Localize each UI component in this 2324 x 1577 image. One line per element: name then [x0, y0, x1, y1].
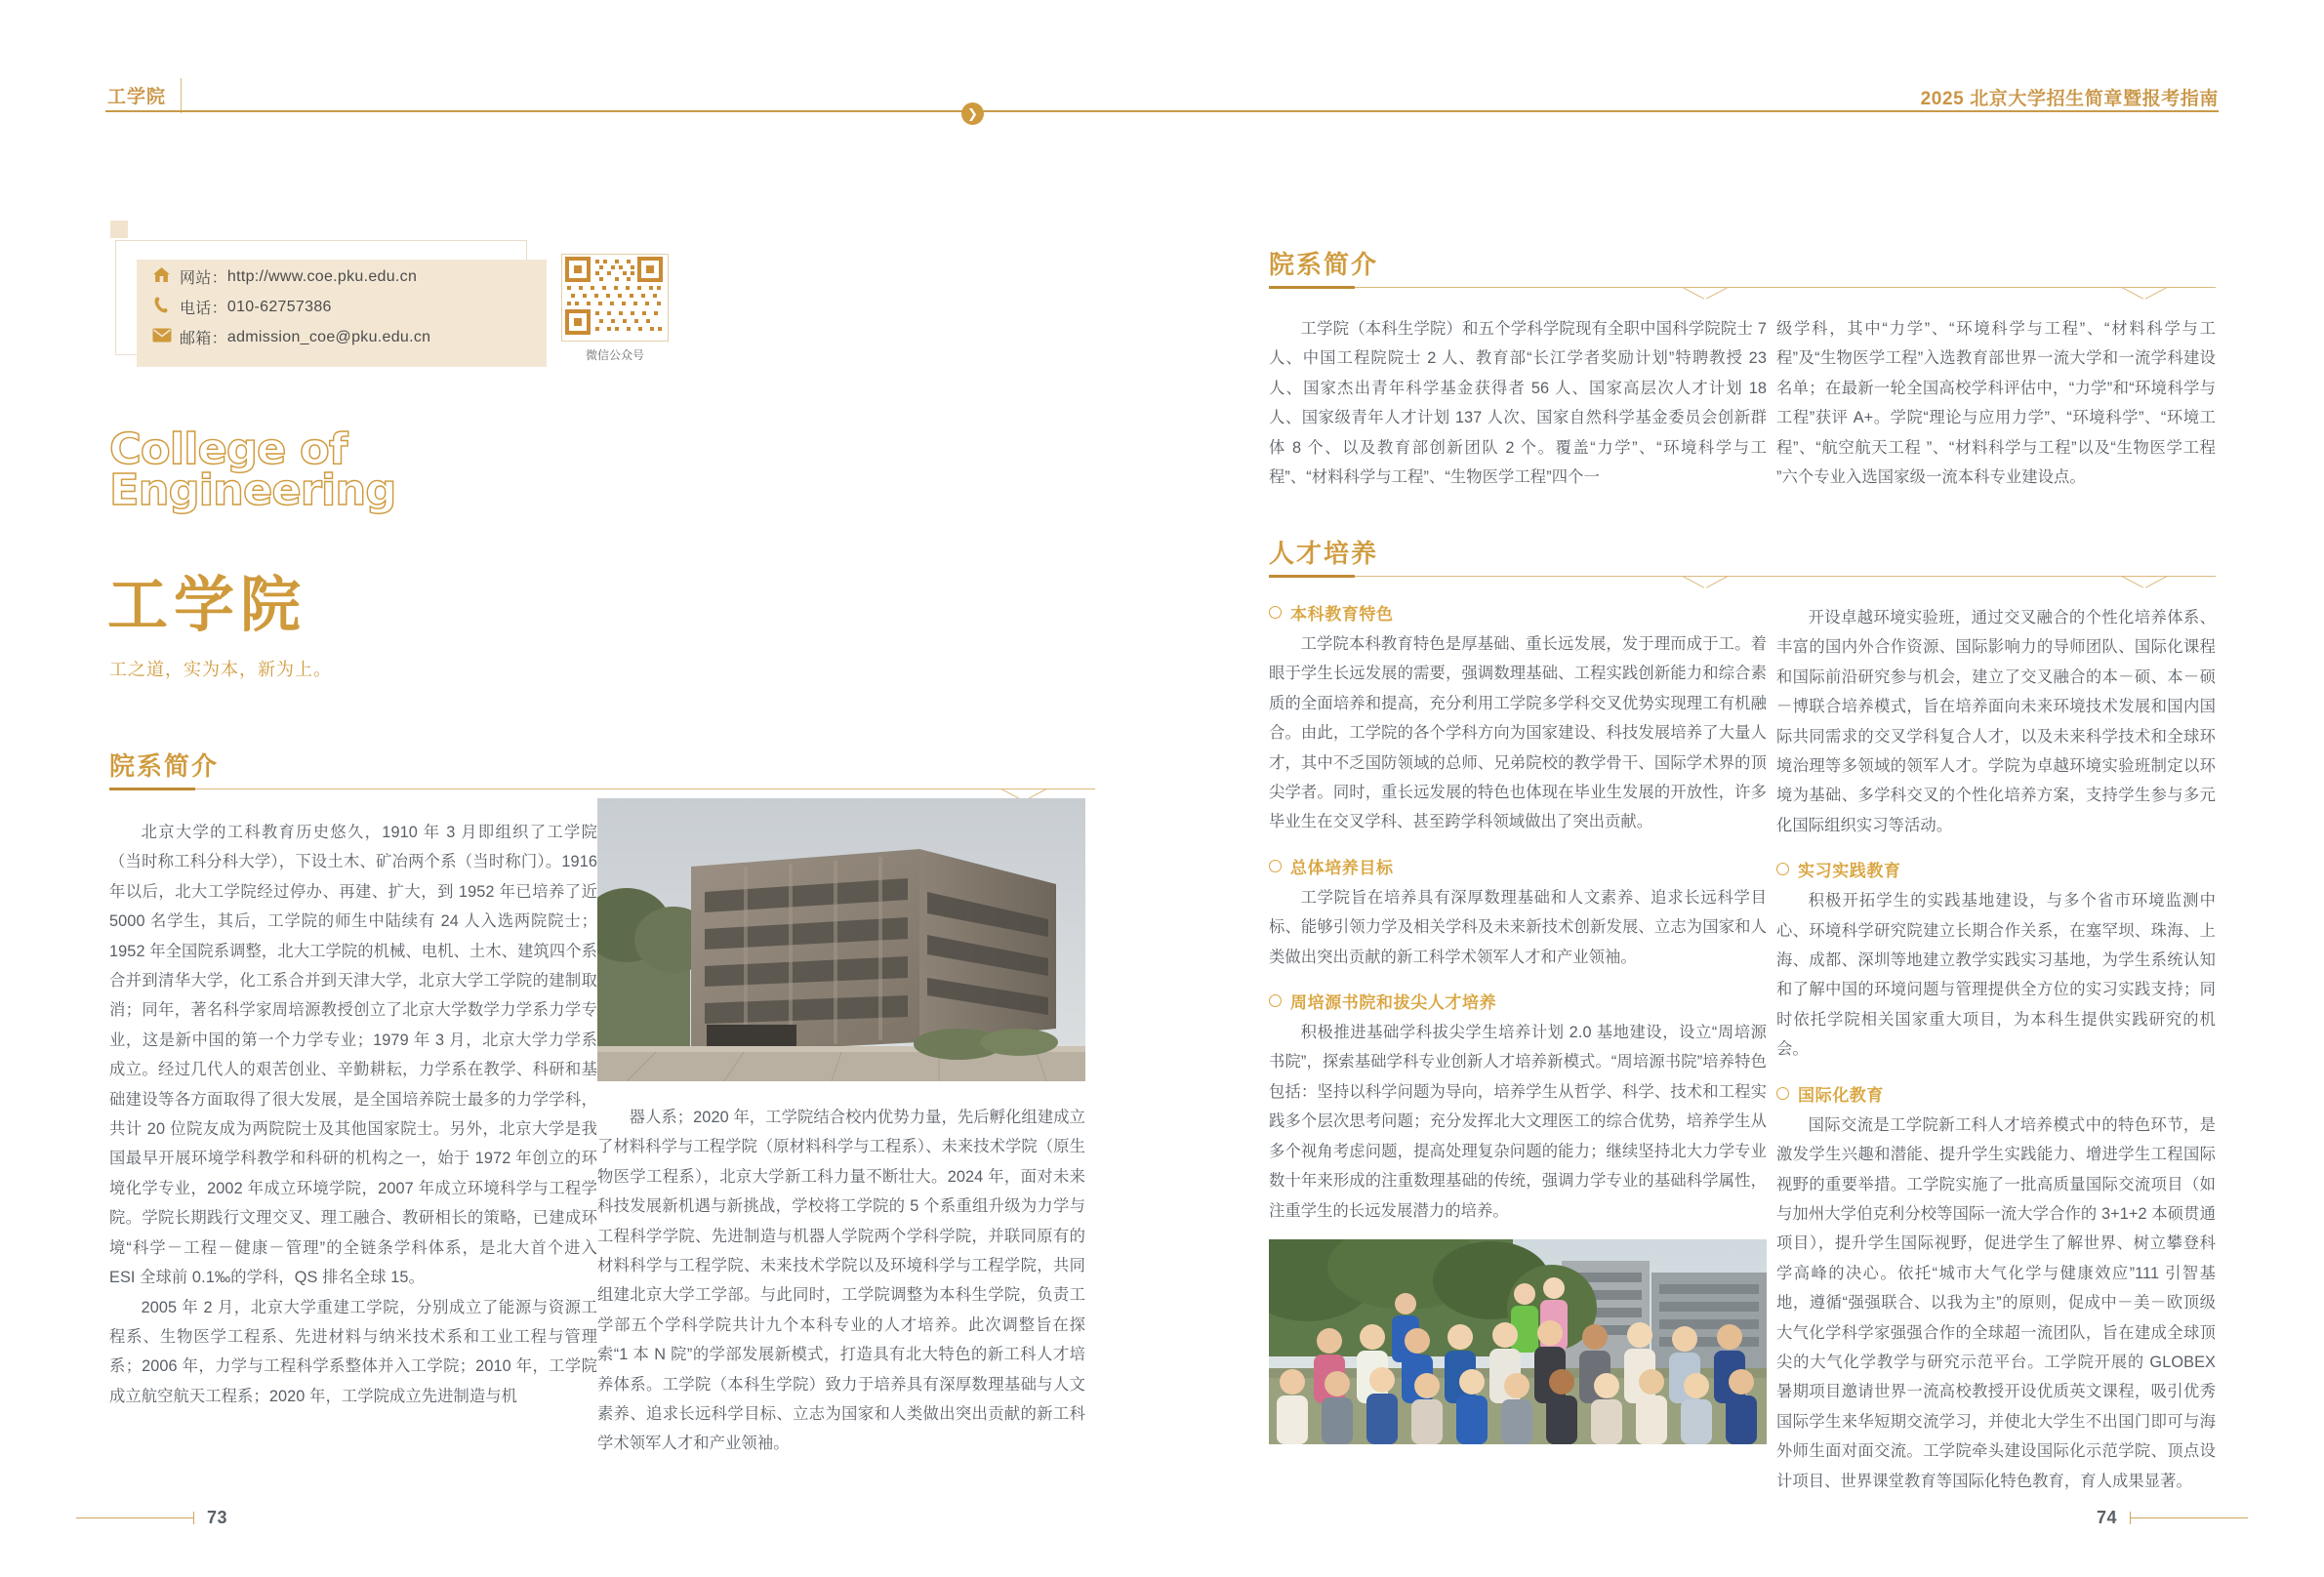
rule-chevron-icon	[1683, 576, 1728, 590]
rule-thin	[195, 788, 1095, 789]
qr-code-icon	[561, 254, 669, 342]
footer-right	[2084, 1508, 2248, 1528]
globex-group-photo	[1269, 1239, 1767, 1444]
left-body-column-b	[597, 1103, 1085, 1459]
rule-bar	[109, 788, 195, 790]
subsection-undergrad-features	[1269, 603, 1767, 837]
right-section1-title: 院系简介	[1269, 250, 1379, 279]
contact-email-value[interactable]: admission_coe@pku.edu.cn	[226, 328, 431, 345]
spacer	[1269, 972, 1767, 991]
page-title-en-line2: Engineering	[109, 465, 396, 515]
subsection-body: 积极推进基础学科拔尖学生培养计划 2.0 基地建设，设立“周培源书院”，探索基础学科专业创新人才培养新模式。“周培源书院”培养特色包括：坚持以科学问题为导向，培养学生从哲学、科学、技术和工程实践多个层次思考问题；充分发挥北大文理医工的综合优势，培养学生从多个视角考虑问题，提高处理复杂问题的能力；继续坚持北大力学专业数十年来形成的注重数理基础的传统，强调力学专业的基础科学属性，注重学生的长远发展潜力的培养。	[1269, 1024, 1767, 1220]
subsection-body: 工学院旨在培养具有深厚数理基础和人文素养、追求长远科学目标、能够引领力学及相关学科及未来新技术创新发展、立志为国家和人类做出突出贡献的新工科学术领军人才和产业领袖。	[1269, 888, 1767, 966]
subsection-internship-education	[1776, 860, 2216, 1064]
subsection-title-text: 总体培养目标	[1290, 858, 1394, 877]
rule-chevron-icon	[1683, 287, 1728, 302]
section-rule	[1776, 286, 2216, 296]
contact-website-label: 网站：	[180, 270, 227, 287]
right-col-b-content	[1776, 603, 2216, 1496]
subsection-body: 积极开拓学生的实践基地建设，与多个省市环境监测中心、环境科学研究院建立长期合作关系，在塞罕坝、珠海、上海、成都、深圳等地建立教学实践实习基地，为学生系统认知和了解中国的环境问题与管理提供全方位的实习实践支持；同时依托学院相关国家重大项目，为本科生提供实践研究的机会。	[1776, 892, 2216, 1059]
right-section1-col-b	[1776, 314, 2216, 492]
footer-rule	[2131, 1517, 2248, 1518]
spacer	[1776, 840, 2216, 860]
decor-square	[110, 221, 128, 238]
section-rule	[109, 788, 1095, 797]
subsection-title	[1269, 857, 1767, 880]
subsection-title-text: 本科教育特色	[1290, 605, 1394, 624]
right-section1-rule-right	[1776, 250, 2216, 296]
left-section-heading	[109, 751, 1095, 797]
subsection-title-text: 国际化教育	[1798, 1085, 1884, 1105]
right-section1-paragraph-b: 级学科，其中“力学”、“环境科学与工程”、“材料科学与工程”及“生物医学工程”入选教育部世界一流大学和一流学科建设名单；在最新一轮全国高校学科评估中，“力学”和“环境科学与工程”获评 A+。学院“理论与应用力学”、“环境科学”、“环境工程”、“航空航天工程 ”、“材料科学与工程”以及“生物医学工程 ”六个专业入选国家级一流本科专业建设点。	[1776, 320, 2216, 487]
page-number-left: 73	[207, 1508, 228, 1527]
footer-left	[76, 1508, 240, 1528]
subsection-international-education	[1776, 1084, 2216, 1496]
right-section1-paragraph-a: 工学院（本科生学院）和五个学科学院现有全职中国科学院院士 7 人、中国工程院院士 2 人、教育部“长江学者奖励计划”特聘教授 23 人、国家杰出青年科学基金获得者 56 人、国家高层次人才计划 18 人、国家级青年人才计划 137 人次、国家自然科学基金委员会创新群体 8 个、以及教育部创新团队 2 个。覆盖“力学”、“环境科学与工程”、“材料科学与工程”、“生物医学工程”四个一	[1269, 320, 1767, 487]
rule-bar	[1269, 575, 1355, 578]
contact-rows	[152, 263, 430, 354]
contact-card	[115, 240, 662, 367]
contact-row-website	[152, 263, 430, 290]
left-body-column-a	[109, 818, 597, 1411]
subsection-body: 国际交流是工学院新工科人才培养模式中的特色环节，是激发学生兴趣和潜能、提升学生实践能力、增进学生工程国际视野的重要举措。工学院实施了一批高质量国际交流项目（如与加州大学伯克利分校等国际一流大学合作的 3+1+2 本硕贯通项目），提升学生国际视野，促进学生了解世界、树立攀登科学高峰的决心。依托“城市大气化学与健康效应”111 引智基地，遵循“强强联合、以我为主”的原则，促成中－美－欧顶级大气化学科学家强强合作的全球超一流团队，旨在建成全球顶尖的大气化学教学与研究示范平台。工学院开展的 GLOBEX 暑期项目邀请世界一流高校教授开设优质英文课程，吸引优秀国际学生来华短期交流学习，并使北大学生不出国门即可与海外师生面对面交流。工学院牵头建设国际化示范学院、顶点设计项目、世界课堂教育等国际化特色教育，育人成果显著。	[1776, 1115, 2216, 1490]
subsection-title-text: 周培源书院和拔尖人才培养	[1290, 993, 1497, 1013]
left-section-title: 院系简介	[109, 751, 220, 781]
header-rule	[105, 110, 2219, 112]
header-divider	[181, 78, 182, 113]
qr-caption: 微信公众号	[585, 348, 644, 362]
subsection-title-text: 实习实践教育	[1798, 862, 1901, 881]
footer-rule	[76, 1517, 193, 1518]
circle-bullet-icon	[1269, 606, 1282, 619]
right-section2-heading	[1269, 539, 1776, 585]
rule-bar	[1269, 286, 1355, 289]
contact-phone-label: 电话：	[180, 301, 227, 317]
phone-icon	[152, 296, 180, 318]
right-section2-title: 人才培养	[1269, 539, 1379, 568]
subsection-title	[1776, 860, 2216, 883]
circle-bullet-icon	[1776, 1087, 1789, 1100]
page-title-en	[109, 425, 707, 515]
engineering-building-photo	[597, 798, 1085, 1081]
section-rule	[1776, 575, 2216, 585]
right-section2-rule-right	[1776, 539, 2216, 585]
page-title-cn: 工学院	[107, 569, 307, 640]
right-col-b-lead: 开设卓越环境实验班，通过交叉融合的个性化培养体系、丰富的国内外合作资源、国际影响力的导师团队、国际化课程和国际前沿研究参与机会，建立了交叉融合的本－硕、本－硕－博联合培养模式，旨在培养面向未来环境技术发展和国内国际共同需求的交叉学科复合人才，以及未来科学技术和全球环境治理等多领域的领军人才。学院为卓越环境实验班制定以环境为基础、多学科交叉的个性化培养方案，支持学生参与多元化国际组织实习等活动。	[1776, 609, 2216, 834]
contact-website-value[interactable]: http://www.coe.pku.edu.cn	[226, 267, 418, 285]
wechat-qr-block	[561, 254, 669, 369]
subsection-title	[1269, 991, 1767, 1015]
contact-row-email	[152, 324, 430, 350]
spacer	[1269, 837, 1767, 857]
subsection-overall-goal	[1269, 857, 1767, 972]
page-title-en-line1: College of	[109, 425, 347, 474]
left-paragraph-1: 北京大学的工科教育历史悠久，1910 年 3 月即组织了工学院（当时称工科分科大学），下设土木、矿冶两个系（当时称门）。1916 年以后，北大工学院经过停办、再建、扩大，到 1952 年已培养了近 5000 名学生，其后，工学院的师生中陆续有 24 人入选两院院士；1952 年全国院系调整，北大工学院的机械、电机、土木、建筑四个系合并到清华大学，化工系合并到天津大学，北京大学工学院的建制取消；同年，著名科学家周培源教授创立了北京大学数学力学系力学专业，这是新中国的第一个力学专业；1979 年 3 月，北京大学力学系成立。经过几代人的艰苦创业、辛勤耕耘，力学系在教学、科研和基础建设等各方面取得了很大发展，是全国培养院士最多的力学学科，共计 20 位院友成为两院院士及其他国家院士。另外，北京大学是我国最早开展环境学科教学和科研的机构之一，始于 1972 年创立的环境化学专业，2002 年成立环境学院，2007 年成立环境科学与工程学院。学院长期践行文理交叉、理工融合、教研相长的策略，已建成环境“科学－工程－健康－管理”的全链条学科体系，是北大首个进入 ESI 全球前 0.1‰的学科，QS 排名全球 15。	[109, 824, 597, 1287]
college-motto: 工之道，实为本，新为上。	[109, 660, 332, 679]
header-right-label: 2025 北京大学招生简章暨报考指南	[1920, 89, 2219, 109]
home-icon	[152, 266, 180, 287]
contact-row-phone	[152, 294, 430, 320]
left-paragraph-3: 器人系；2020 年，工学院结合校内优势力量，先后孵化组建成立了材料科学与工程学院（原材料科学与工程系）、未来技术学院（原生物医学工程系），北京大学新工科力量不断壮大。2024 年，面对未来科技发展新机遇与新挑战，学校将工学院的 5 个系重组升级为力学与工程科学学院、先进制造与机器人学院两个学科学院，并联同原有的材料科学与工程学院、未来技术学院以及环境科学与工程学院，共同组建北京大学工学部。与此同时，工学院调整为本科生学院，负责工学部五个学科学院共计九个本科专业的人才培养。此次调整旨在探索“1 本 N 院”的学部发展新模式，打造具有北大特色的新工科人才培养体系。工学院（本科生学院）致力于培养具有深厚数理基础与人文素养、追求长远科学目标、立志为国家和人类做出突出贡献的新工科学术领军人才和产业领袖。	[597, 1109, 1085, 1453]
rule-chevron-icon	[2122, 576, 2167, 590]
circle-bullet-icon	[1776, 863, 1789, 875]
header-left-label: 工学院	[107, 87, 167, 107]
rule-chevron-icon	[2122, 287, 2167, 302]
subsection-title	[1269, 603, 1767, 627]
spacer	[1776, 1065, 2216, 1084]
subsection-body: 工学院本科教育特色是厚基础、重长远发展，发于理而成于工。着眼于学生长远发展的需要，强调数理基础、工程实践创新能力和综合素质的全面培养和提高，充分利用工学院多学科交叉优势实现理工有机融合。由此，工学院的各个学科方向为国家建设、科技发展培养了大量人才，其中不乏国防领域的总师、兄弟院校的教学骨干、国际学术界的顶尖学者。同时，重长远发展的特色也体现在毕业生发展的开放性，许多毕业生在交叉学科、甚至跨学科领域做出了突出贡献。	[1269, 635, 1767, 831]
contact-phone-value[interactable]: 010-62757386	[226, 298, 332, 315]
right-section1-col-a	[1269, 314, 1767, 492]
left-paragraph-2: 2005 年 2 月，北京大学重建工学院，分别成立了能源与资源工程系、生物医学工程系、先进材料与纳米技术系和工业工程与管理系；2006 年，力学与工程科学系整体并入工学院；2010 年，工学院成立航空航天工程系；2020 年，工学院成立先进制造与机	[109, 1298, 597, 1405]
circle-bullet-icon	[1269, 860, 1282, 872]
section-rule	[1269, 575, 1776, 585]
circle-bullet-icon	[1269, 994, 1282, 1007]
chevron-right-icon: ❯	[961, 102, 984, 125]
mail-icon	[152, 328, 180, 346]
subsection-zhoupeiyuan-academy	[1269, 991, 1767, 1226]
contact-email-label: 邮箱：	[180, 331, 227, 347]
page-number-right: 74	[2096, 1508, 2117, 1527]
right-section1-heading	[1269, 250, 1776, 296]
subsection-title	[1776, 1084, 2216, 1108]
right-col-a-content	[1269, 603, 1767, 1226]
section-rule	[1269, 286, 1776, 296]
